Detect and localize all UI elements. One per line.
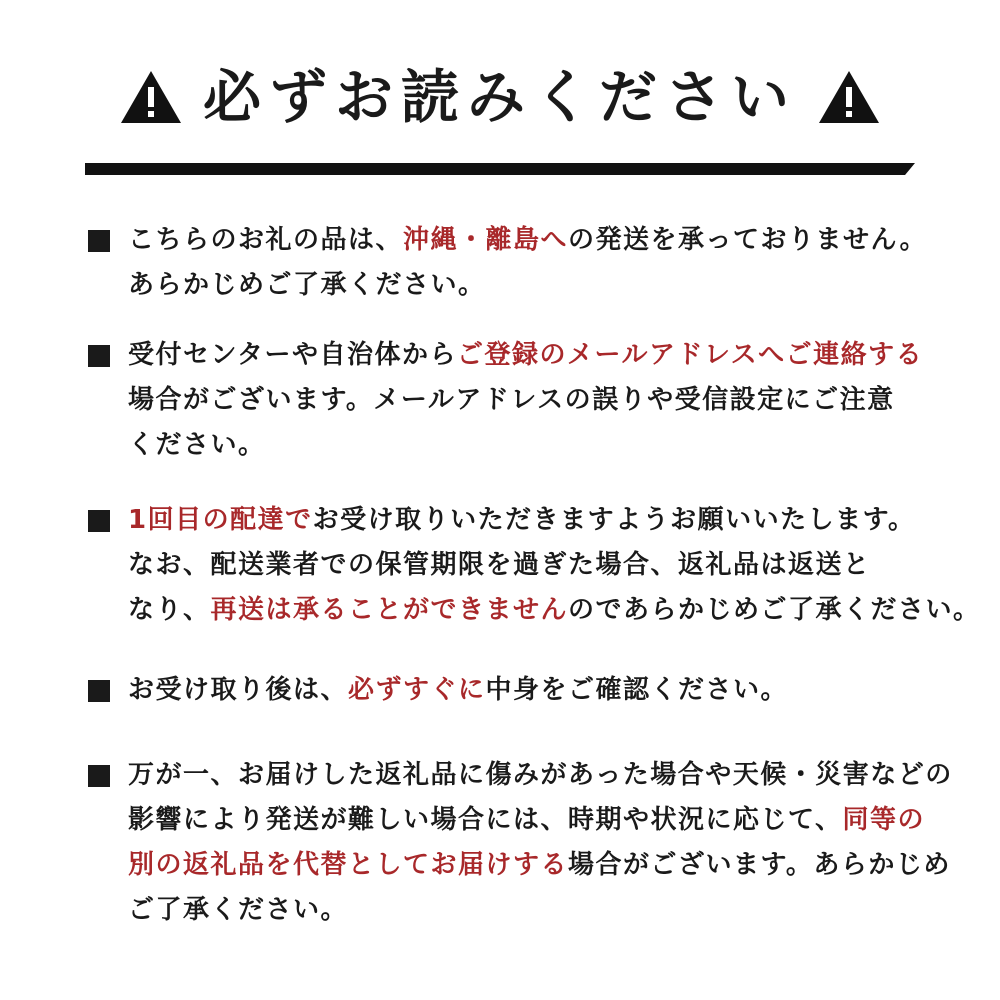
notice-line	[128, 498, 948, 543]
notice-text: こちらのお礼の品は、	[128, 225, 404, 255]
highlighted-text: 1回目の配達で	[128, 505, 313, 535]
notice-text: あらかじめご了承ください。	[128, 270, 486, 300]
warning-icon	[819, 71, 879, 123]
square-bullet-icon	[88, 765, 110, 787]
notice-text: なお、配送業者での保管期限を過ぎた場合、返礼品は返送と	[128, 550, 871, 580]
notice-text: 場合がございます。メールアドレスの誤りや受信設定にご注意	[128, 385, 895, 415]
notice-text: の発送を承っておりません。	[568, 225, 928, 255]
header-divider	[85, 163, 915, 175]
notice-text: 影響により発送が難しい場合には、時期や状況に応じて、	[128, 805, 843, 835]
notice-text: 受付センターや自治体から	[128, 340, 457, 370]
notice-text: 場合がございます。あらかじめ	[568, 850, 951, 880]
notice-text: ご了承ください。	[128, 895, 349, 925]
notice-text: 万が一、お届けした返礼品に傷みがあった場合や天候・災害などの	[128, 760, 953, 790]
notice-item	[88, 753, 953, 933]
notice-line	[128, 263, 948, 308]
highlighted-text: 別の返礼品を代替としてお届けする	[128, 850, 569, 880]
notice-text: お受け取りいただきますようお願いいたします。	[312, 505, 916, 535]
highlighted-text: 必ずすぐに	[348, 675, 486, 705]
square-bullet-icon	[88, 680, 110, 702]
highlighted-text: 沖縄・離島へ	[403, 225, 569, 255]
page-title: 必ずお読みください	[202, 63, 797, 131]
notice-item	[88, 218, 948, 308]
notice-text: ください。	[128, 430, 266, 460]
square-bullet-icon	[88, 510, 110, 532]
header	[0, 62, 1000, 132]
notice-item	[88, 668, 948, 713]
notice-text: 中身をご確認ください。	[485, 675, 789, 705]
notice-line	[128, 333, 948, 378]
notice-line	[128, 543, 948, 588]
notice-line	[128, 753, 953, 798]
highlighted-text: 再送は承ることができません	[210, 595, 569, 625]
notice-item	[88, 333, 948, 468]
notice-item	[88, 498, 981, 633]
notice-text: なり、	[128, 595, 211, 625]
notice-text: のであらかじめご了承ください。	[568, 595, 981, 625]
highlighted-text: 同等の	[842, 805, 925, 835]
notice-line	[128, 378, 948, 423]
notice-line	[128, 218, 948, 263]
warning-icon	[121, 71, 181, 123]
square-bullet-icon	[88, 230, 110, 252]
notice-line	[128, 888, 948, 933]
notice-line	[128, 668, 948, 713]
notice-line	[128, 423, 948, 468]
notice-line	[128, 588, 981, 633]
square-bullet-icon	[88, 345, 110, 367]
highlighted-text: ご登録のメールアドレスへご連絡する	[456, 340, 924, 370]
notice-line	[128, 843, 951, 888]
notice-line	[128, 798, 948, 843]
notice-text: お受け取り後は、	[128, 675, 349, 705]
